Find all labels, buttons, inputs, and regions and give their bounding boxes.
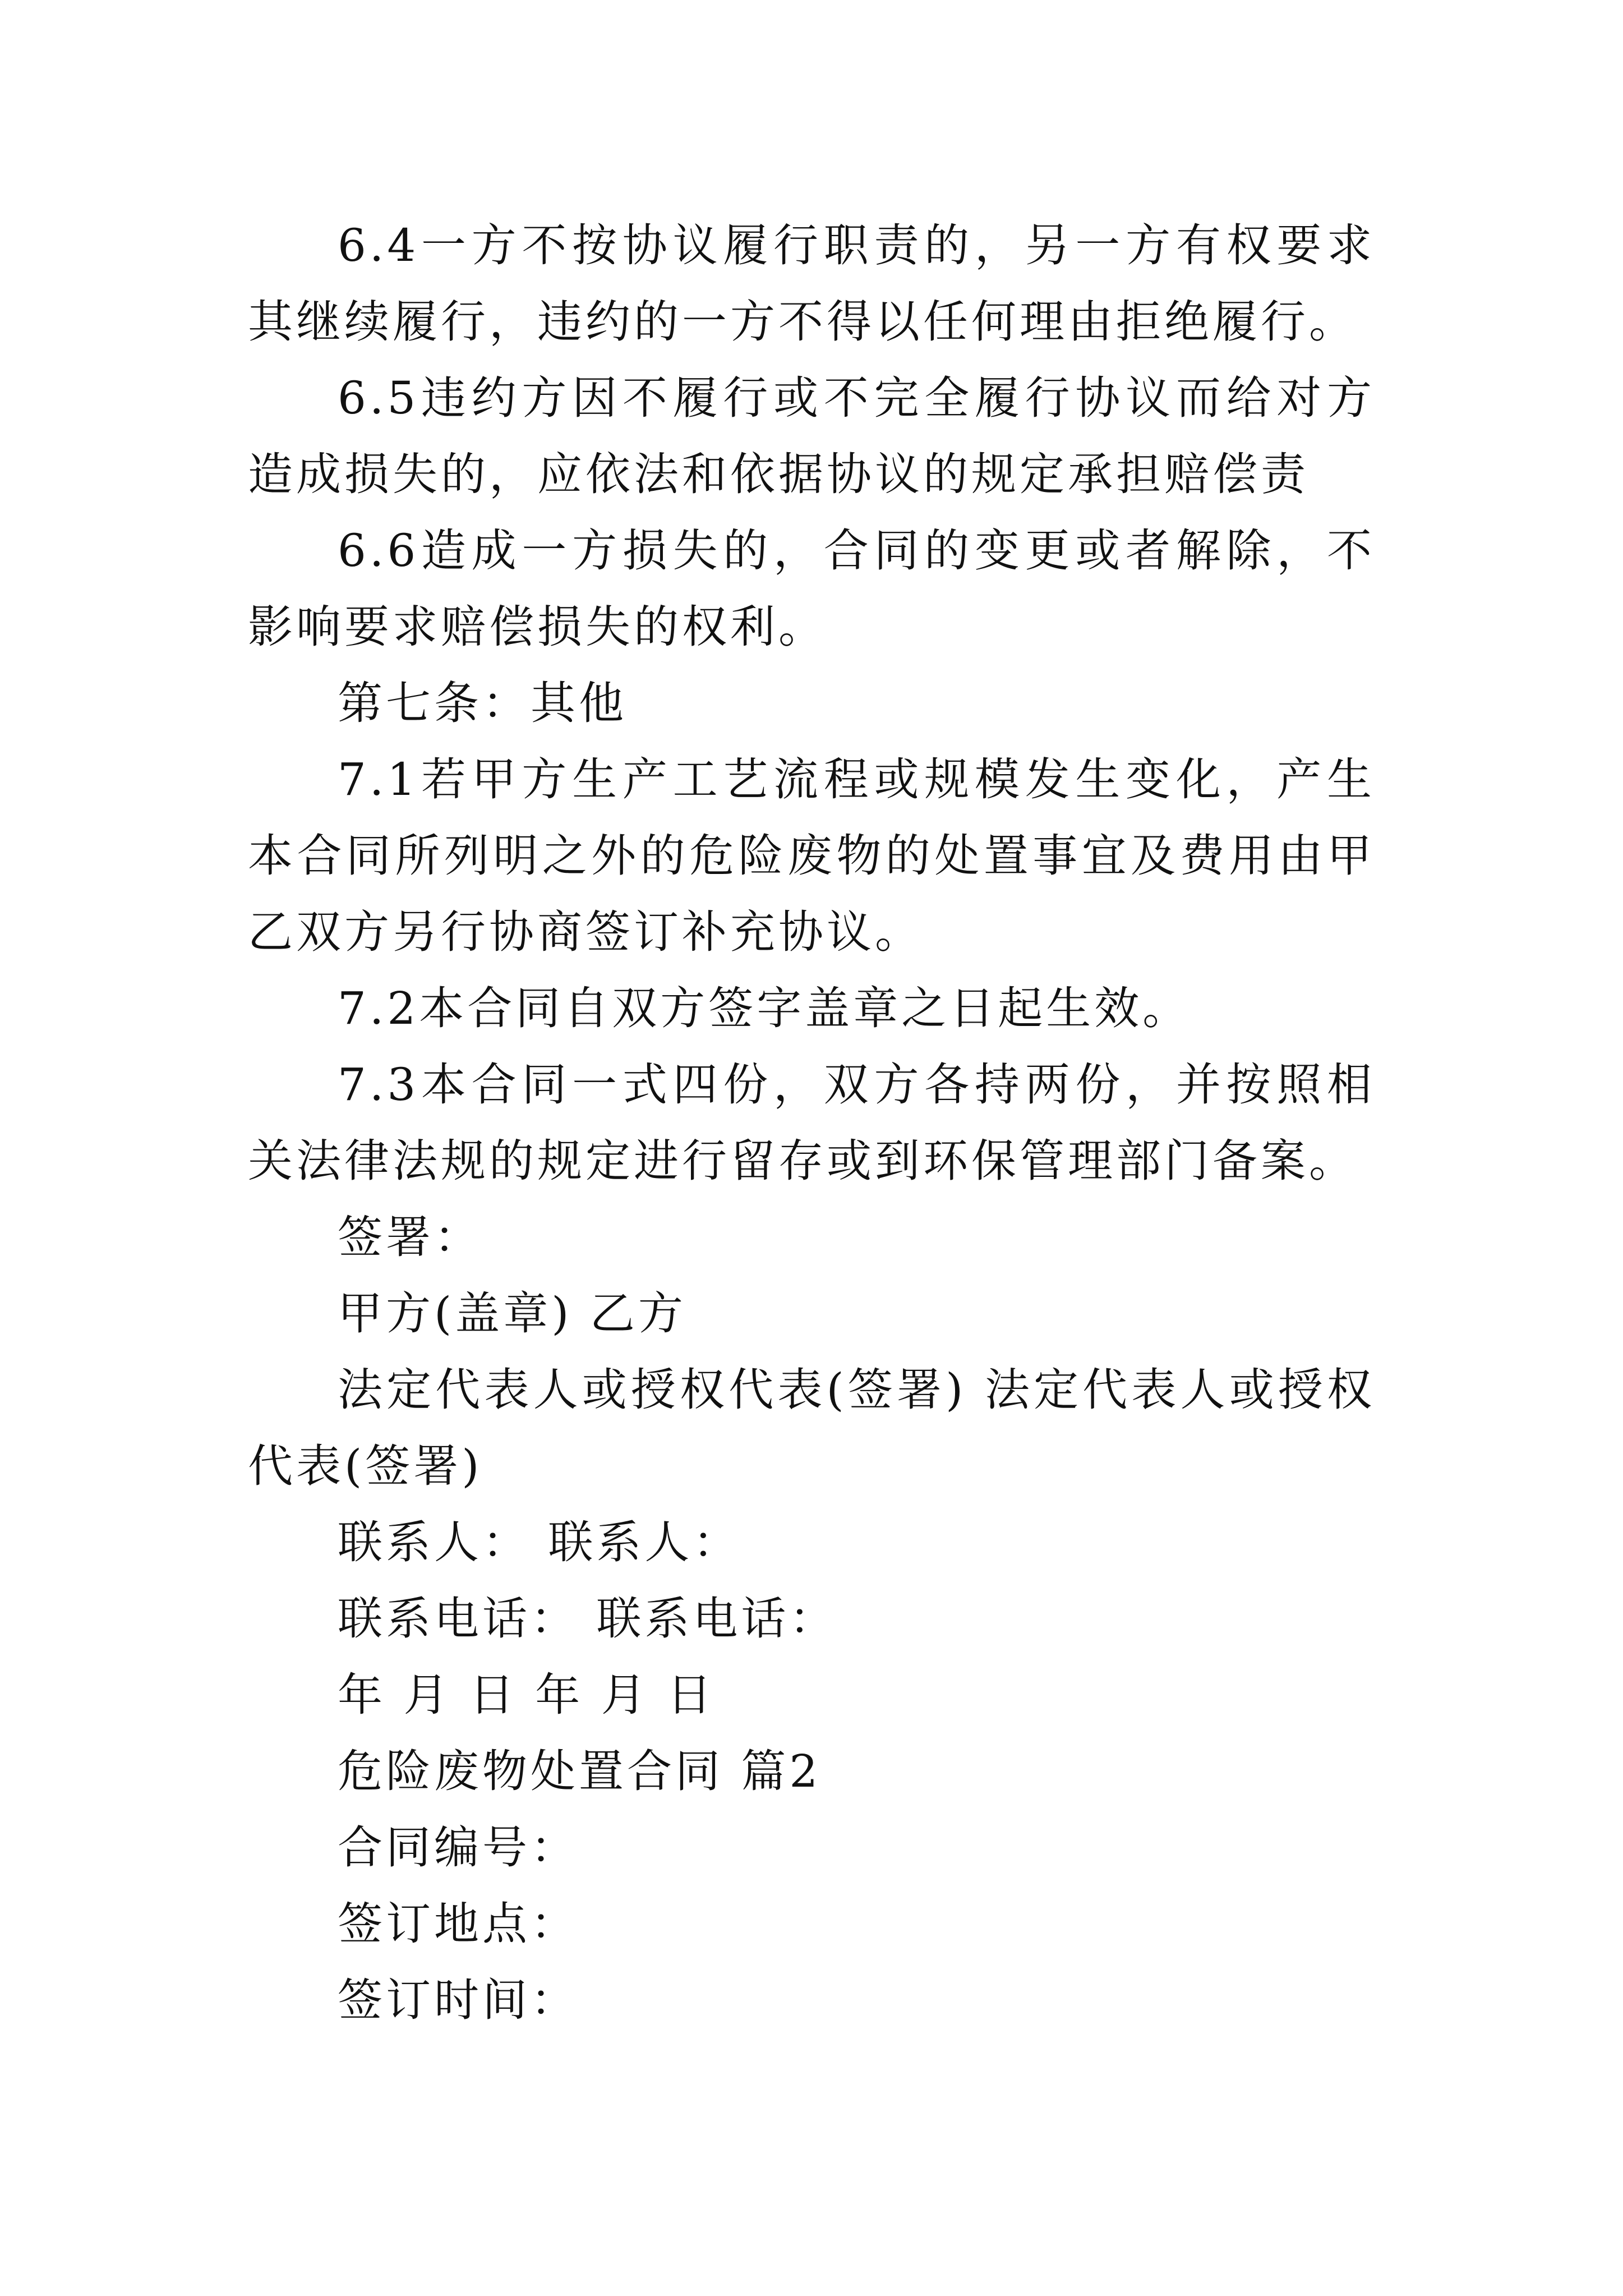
clause-6-5: 6.5违约方因不履行或不完全履行协议而给对方造成损失的，应依法和依据协议的规定承担赔偿责	[248, 372, 1375, 500]
signing-place-line: 签订地点：	[338, 1898, 579, 1950]
clause-6-4: 6.4一方不按协议履行职责的，另一方有权要求其继续履行，违约的一方不得以任何理由拒绝履行。	[248, 219, 1375, 348]
clause-7-1: 7.1若甲方生产工艺流程或规模发生变化，产生本合同所列明之外的危险废物的处置事宜及费用由甲乙双方另行协商签订补充协议。	[248, 753, 1375, 958]
party-seal-line: 甲方(盖章) 乙方	[338, 1287, 686, 1340]
clause-7-2: 7.2本合同自双方签字盖章之日起生效。	[338, 982, 1191, 1034]
clause-7-3: 7.3本合同一式四份，双方各持两份，并按照相关法律法规的规定进行留存或到环保管理部门备案。	[248, 1059, 1375, 1187]
document-body	[248, 208, 1375, 2039]
article-7-heading: 第七条：其他	[338, 677, 627, 729]
contract-2-title: 危险废物处置合同 篇2	[338, 1745, 822, 1797]
contact-person-line: 联系人： 联系人：	[338, 1516, 741, 1568]
signing-time-line: 签订时间：	[338, 1974, 579, 2026]
representative-line: 法定代表人或授权代表(签署) 法定代表人或授权代表(签署)	[248, 1364, 1375, 1492]
date-line: 年 月 日 年 月 日	[338, 1669, 716, 1721]
signature-heading: 签署：	[338, 1211, 482, 1263]
contract-number-line: 合同编号：	[338, 1821, 579, 1874]
clause-6-6: 6.6造成一方损失的，合同的变更或者解除，不影响要求赔偿损失的权利。	[248, 524, 1375, 653]
contact-phone-line: 联系电话： 联系电话：	[338, 1593, 838, 1645]
